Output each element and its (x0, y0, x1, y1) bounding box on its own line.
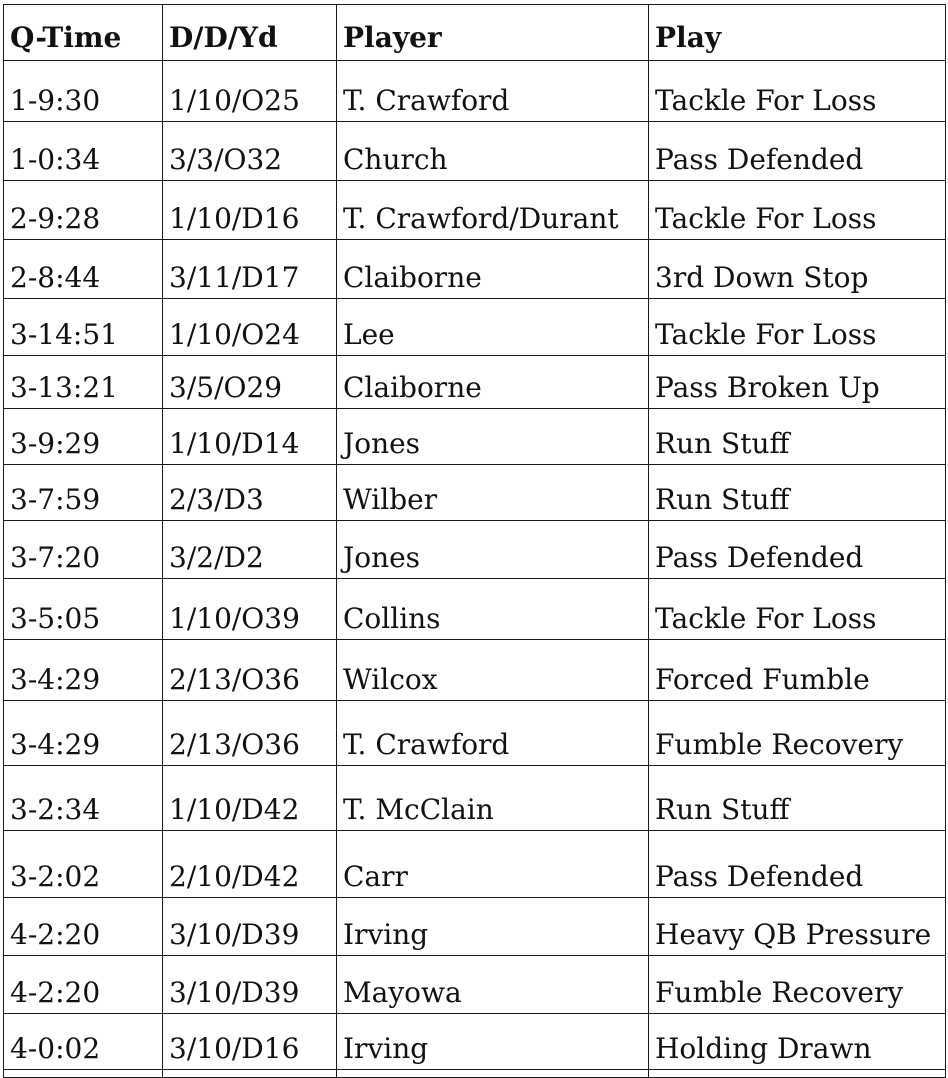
cell-down-distance-yard: 1/10/D42 (163, 766, 337, 831)
cell-down-distance-yard: 3/5/O29 (163, 356, 337, 409)
cell-play: Pass Broken Up (649, 356, 946, 409)
table-row (4, 521, 946, 579)
plays-table (3, 4, 946, 1078)
cell-down-distance-yard: 2/13/O36 (163, 701, 337, 766)
cell-q-time: 1-0:34 (4, 122, 163, 181)
table-row (4, 299, 946, 356)
header-down-distance-yard: D/D/Yd (163, 5, 337, 61)
cell-q-time: 3-2:02 (4, 831, 163, 898)
cell-play: Pass Defended (649, 122, 946, 181)
cell-play: Run Stuff (649, 766, 946, 831)
cell-play: Heavy QB Pressure (649, 898, 946, 956)
empty-cell (649, 1070, 946, 1078)
cell-play: Holding Drawn (649, 1014, 946, 1070)
empty-cell (163, 1070, 337, 1078)
cell-player: T. McClain (337, 766, 649, 831)
table-row-cutoff (4, 1070, 946, 1078)
empty-cell (337, 1070, 649, 1078)
cell-q-time: 3-13:21 (4, 356, 163, 409)
cell-q-time: 2-8:44 (4, 240, 163, 299)
cell-q-time: 4-2:20 (4, 898, 163, 956)
cell-player: T. Crawford (337, 61, 649, 122)
cell-down-distance-yard: 3/10/D39 (163, 956, 337, 1014)
cell-player: Collins (337, 579, 649, 640)
table-row (4, 1014, 946, 1070)
cell-play: Fumble Recovery (649, 956, 946, 1014)
empty-cell (4, 1070, 163, 1078)
cell-down-distance-yard: 2/13/O36 (163, 640, 337, 701)
cell-q-time: 2-9:28 (4, 181, 163, 240)
cell-down-distance-yard: 1/10/O39 (163, 579, 337, 640)
table-row (4, 240, 946, 299)
cell-player: Claiborne (337, 356, 649, 409)
cell-play: Forced Fumble (649, 640, 946, 701)
table-row (4, 956, 946, 1014)
header-player: Player (337, 5, 649, 61)
cell-down-distance-yard: 1/10/D14 (163, 409, 337, 465)
table-row (4, 766, 946, 831)
cell-down-distance-yard: 1/10/D16 (163, 181, 337, 240)
cell-player: T. Crawford/Durant (337, 181, 649, 240)
cell-down-distance-yard: 1/10/O25 (163, 61, 337, 122)
cell-play: Run Stuff (649, 409, 946, 465)
header-q-time: Q-Time (4, 5, 163, 61)
cell-play: Run Stuff (649, 465, 946, 521)
table-row (4, 122, 946, 181)
cell-down-distance-yard: 3/11/D17 (163, 240, 337, 299)
cell-play: Tackle For Loss (649, 299, 946, 356)
table-row (4, 831, 946, 898)
cell-q-time: 3-9:29 (4, 409, 163, 465)
cell-player: T. Crawford (337, 701, 649, 766)
cell-q-time: 3-7:20 (4, 521, 163, 579)
cell-play: Pass Defended (649, 831, 946, 898)
table-row (4, 640, 946, 701)
cell-q-time: 4-2:20 (4, 956, 163, 1014)
cell-q-time: 4-0:02 (4, 1014, 163, 1070)
cell-player: Irving (337, 1014, 649, 1070)
cell-player: Jones (337, 521, 649, 579)
header-play: Play (649, 5, 946, 61)
cell-player: Carr (337, 831, 649, 898)
cell-player: Wilber (337, 465, 649, 521)
cell-play: Tackle For Loss (649, 579, 946, 640)
cell-down-distance-yard: 2/3/D3 (163, 465, 337, 521)
table-row (4, 465, 946, 521)
cell-player: Mayowa (337, 956, 649, 1014)
cell-player: Wilcox (337, 640, 649, 701)
cell-down-distance-yard: 1/10/O24 (163, 299, 337, 356)
cell-play: 3rd Down Stop (649, 240, 946, 299)
cell-q-time: 3-14:51 (4, 299, 163, 356)
cell-q-time: 3-2:34 (4, 766, 163, 831)
table-row (4, 61, 946, 122)
table-body (4, 61, 946, 1078)
cell-player: Lee (337, 299, 649, 356)
cell-down-distance-yard: 3/2/D2 (163, 521, 337, 579)
cell-down-distance-yard: 3/3/O32 (163, 122, 337, 181)
cell-play: Pass Defended (649, 521, 946, 579)
cell-play: Tackle For Loss (649, 181, 946, 240)
cell-q-time: 3-4:29 (4, 640, 163, 701)
table-row (4, 181, 946, 240)
cell-q-time: 1-9:30 (4, 61, 163, 122)
header-row (4, 5, 946, 61)
cell-down-distance-yard: 3/10/D39 (163, 898, 337, 956)
cell-q-time: 3-4:29 (4, 701, 163, 766)
table-row (4, 898, 946, 956)
cell-down-distance-yard: 3/10/D16 (163, 1014, 337, 1070)
table-row (4, 579, 946, 640)
table-row (4, 409, 946, 465)
cell-player: Irving (337, 898, 649, 956)
cell-player: Jones (337, 409, 649, 465)
table-row (4, 356, 946, 409)
cell-player: Church (337, 122, 649, 181)
cell-player: Claiborne (337, 240, 649, 299)
cell-play: Fumble Recovery (649, 701, 946, 766)
table-row (4, 701, 946, 766)
cell-play: Tackle For Loss (649, 61, 946, 122)
cell-q-time: 3-5:05 (4, 579, 163, 640)
cell-q-time: 3-7:59 (4, 465, 163, 521)
cell-down-distance-yard: 2/10/D42 (163, 831, 337, 898)
